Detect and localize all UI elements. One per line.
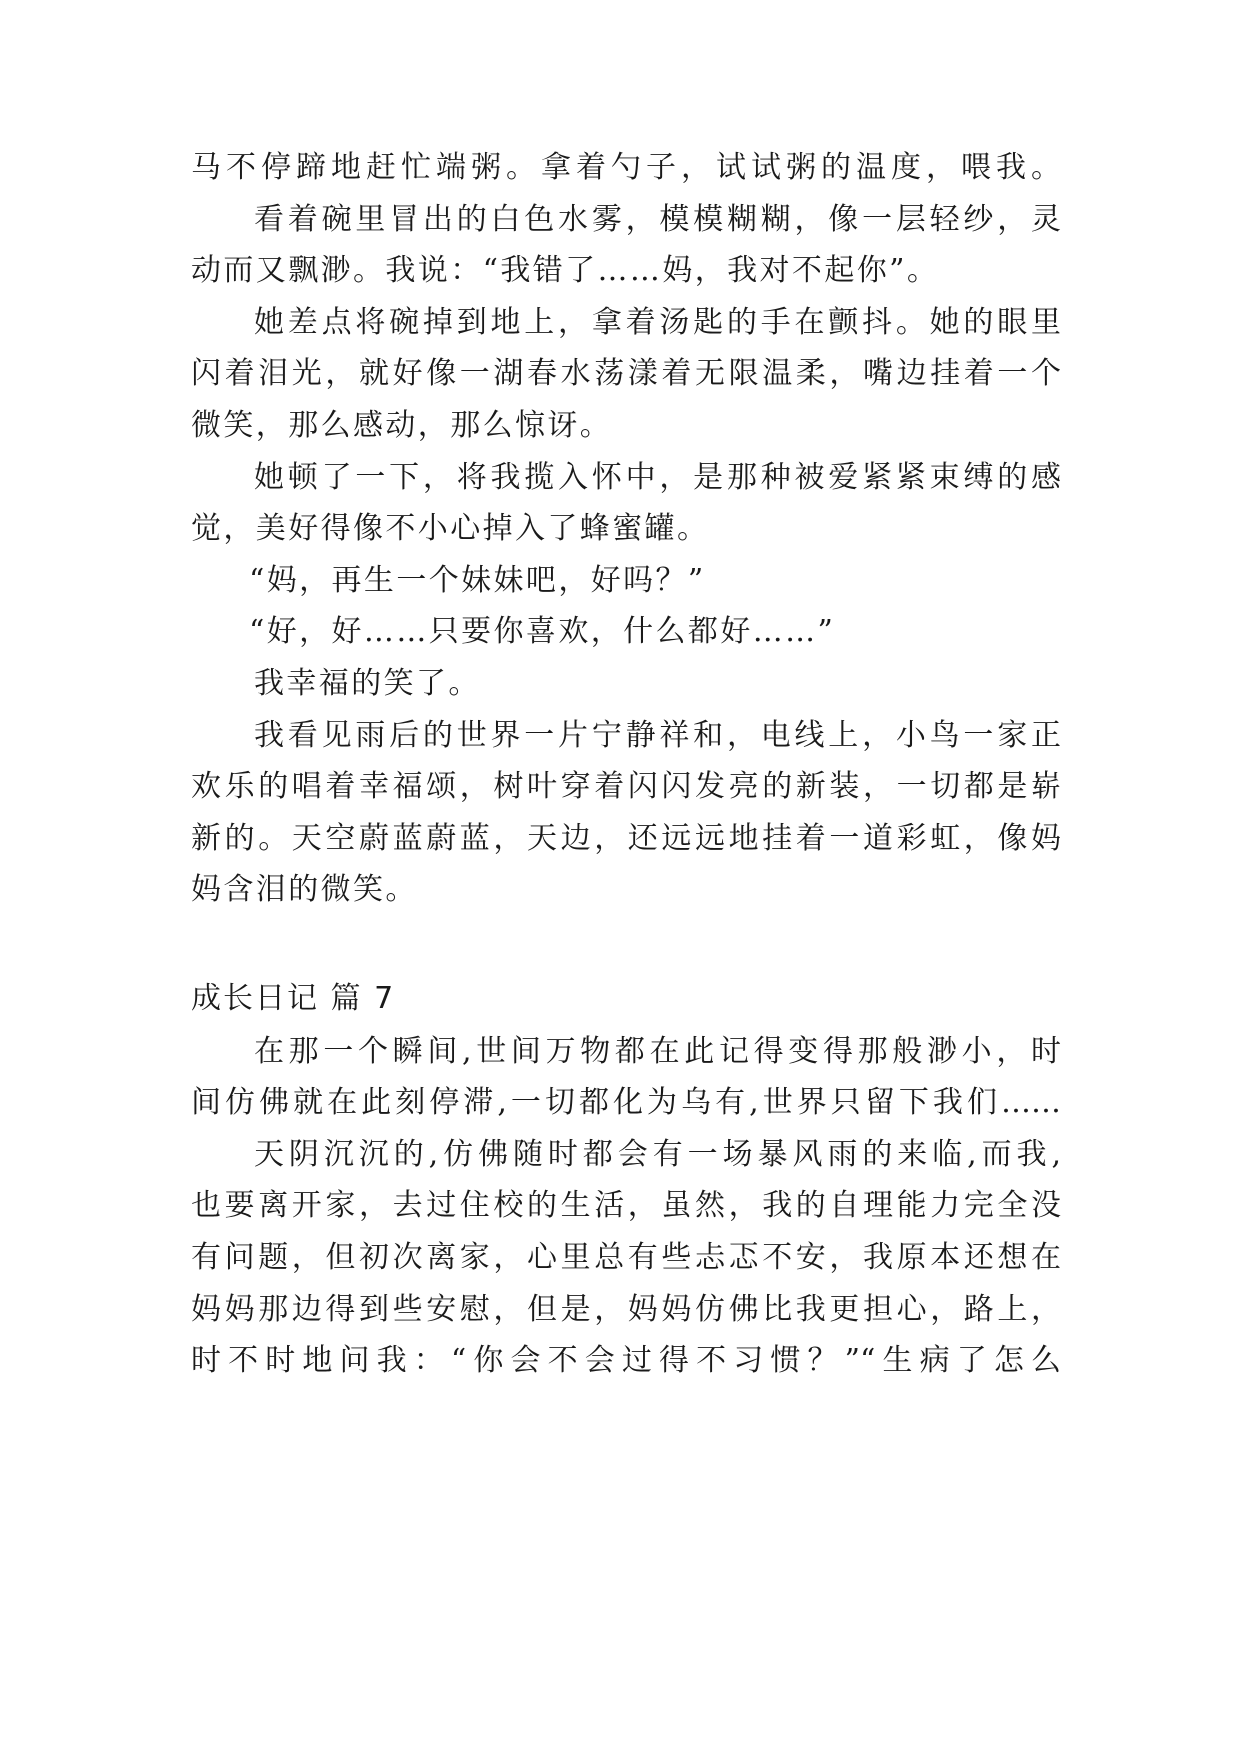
paragraph-line: 在那一个瞬间,世间万物都在此记得变得那般渺小，时 — [254, 1034, 1061, 1069]
section-title: 成长日记 篇 7 — [191, 981, 396, 1016]
paragraph-line: 马不停蹄地赶忙端粥。拿着勺子，试试粥的温度，喂我。 — [191, 150, 1061, 185]
paragraph-line: 间仿佛就在此刻停滞,一切都化为乌有,世界只留下我们…… — [191, 1085, 1061, 1120]
dialogue-line: “好，好……只要你喜欢，什么都好……” — [249, 614, 836, 649]
paragraph-line: 看着碗里冒出的白色水雾，模模糊糊，像一层轻纱，灵 — [254, 202, 1061, 237]
paragraph-line: 她顿了一下，将我揽入怀中，是那种被爱紧紧束缚的感 — [254, 460, 1061, 495]
paragraph-line: 我看见雨后的世界一片宁静祥和，电线上，小鸟一家正 — [254, 718, 1061, 753]
paragraph-line: 也要离开家，去过住校的生活，虽然，我的自理能力完全没 — [191, 1188, 1061, 1223]
dialogue-line: “妈，再生一个妹妹吧，好吗？” — [249, 563, 706, 598]
paragraph-line: 时不时地问我：“你会不会过得不习惯？”“生病了怎么 — [191, 1343, 1061, 1378]
paragraph-line: 她差点将碗掉到地上，拿着汤匙的手在颤抖。她的眼里 — [254, 305, 1061, 340]
paragraph-line: 新的。天空蔚蓝蔚蓝，天边，还远远地挂着一道彩虹，像妈 — [191, 821, 1061, 856]
paragraph-line: 闪着泪光，就好像一湖春水荡漾着无限温柔，嘴边挂着一个 — [191, 356, 1061, 391]
paragraph-line: 微笑，那么感动，那么惊讶。 — [191, 408, 613, 443]
paragraph-line: 觉，美好得像不小心掉入了蜂蜜罐。 — [191, 511, 710, 546]
paragraph-line: 妈妈那边得到些安慰，但是，妈妈仿佛比我更担心，路上， — [191, 1292, 1061, 1327]
paragraph-line: 天阴沉沉的,仿佛随时都会有一场暴风雨的来临,而我, — [254, 1137, 1061, 1172]
paragraph-line: 动而又飘渺。我说：“我错了……妈，我对不起你”。 — [191, 253, 940, 288]
paragraph-line: 欢乐的唱着幸福颂，树叶穿着闪闪发亮的新装，一切都是崭 — [191, 769, 1061, 804]
paragraph-line: 妈含泪的微笑。 — [191, 872, 418, 907]
paragraph-line: 有问题，但初次离家，心里总有些忐忑不安，我原本还想在 — [191, 1240, 1061, 1275]
paragraph-line: 我幸福的笑了。 — [254, 666, 481, 701]
